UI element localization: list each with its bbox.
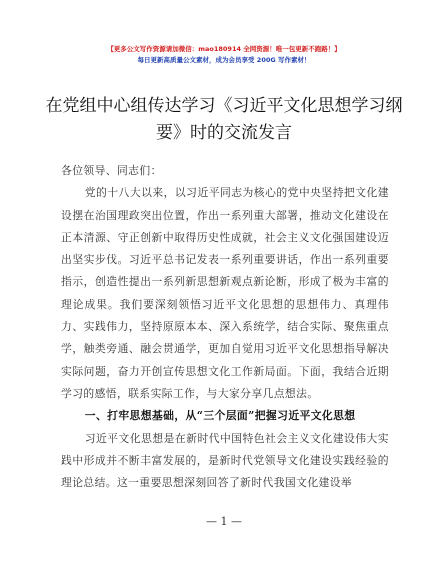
paragraph-section-1: 习近平文化思想是在新时代中国特色社会主义文化建设伟大实践中形成并不断丰富发展的，是新时代党领导文化建设实践经验的理论总结。这一重要思想深刻回答了新时代我国文化建设举 (61, 431, 389, 490)
document-title: 在党组中心组传达学习《习近平文化思想学习纲要》时的交流发言 (45, 96, 403, 143)
page-number: — 1 — (206, 515, 242, 528)
banner-line-2: 每日更新高质量公文素材，成为会员享受 200G 写作素材！ (137, 56, 311, 64)
section-heading-1: 一、打牢思想基础，从“三个层面”把握习近平文化思想 (84, 409, 356, 423)
banner-line-1: 【更多公文写作资源请加微信：mao180914 全网资源！唯一包更新不跑路！】 (107, 45, 341, 53)
paragraph-intro: 党的十八大以来，以习近平同志为核心的党中央坚持把文化建设摆在治国理政突出位置，作出一系列重大部署，推动文化建设在正本清源、守正创新中取得历史性成就，社会主义文化强国建设迈出坚实步伐。习近平总书记发表一系列重要讲话，作出一系列重要指示，创造性提出一系列新思想新观点新论断，形成了极为丰富的理论成果。我们要深刻领悟习近平文化思想的思想伟力、真理伟力、实践伟力，坚持原原本本、深入系统学，结合实际、聚焦重点学，触类旁通、融会贯通学，更加自觉用习近平文化思想指导解决实际问题，奋力开创宣传思想文化工作新局面。下面，我结合近期学习的感悟，联系实际工作，与大家分享几点想法。 (61, 186, 389, 400)
salutation: 各位领导、同志们： (61, 164, 162, 177)
document-body (61, 160, 389, 494)
header-banner (0, 44, 448, 66)
